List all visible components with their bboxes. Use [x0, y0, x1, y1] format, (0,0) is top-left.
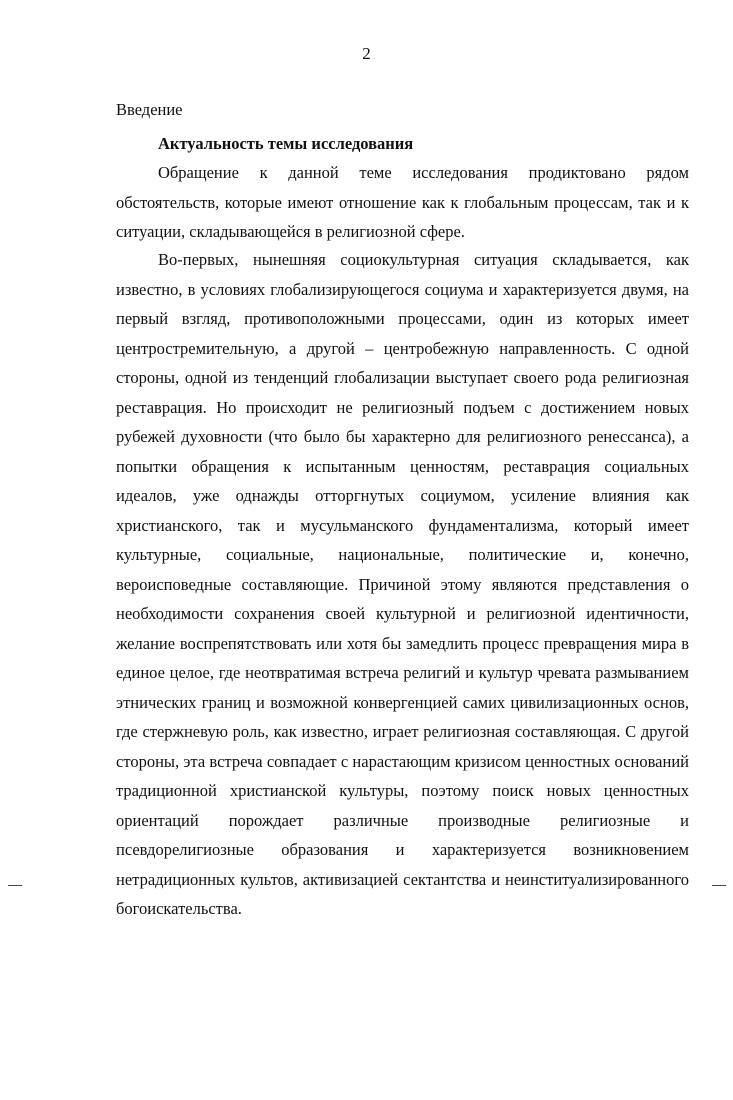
- page-number: 2: [362, 44, 371, 63]
- paragraph-1-text: Обращение к данной теме исследования продиктовано рядом обстоятельств, которые имеют отношение как к глобальным процессам, так и к ситуации, складывающейся в религиозной сфере.: [116, 163, 689, 241]
- left-margin-mark: [8, 885, 22, 886]
- paragraph-2-text: Во-первых, нынешняя социокультурная ситуация складывается, как известно, в условиях глобализирующегося социума и характеризуется двумя, на первый взгляд, противоположными процессами, один из которых имеет центростремительную, а другой – центробежную направленность. С одной стороны, одной из тенденций глобализации выступает своего рода религиозная реставрация. Но происходит не религиозный подъем с достижением новых рубежей духовности (что было бы характерно для религиозного ренессанса), а попытки обращения к испытанным ценностям, реставрация социальных идеалов, уже однажды отторгнутых социумом, усиление влияния как христианского, так и мусульманского фундаментализма, который имеет культурные, социальные, национальные, политические и, конечно, вероисповедные составляющие. Причиной этому являются представления о необходимости сохранения своей культурной и религиозной идентичности, желание воспрепятствовать или хотя бы замедлить процесс превращения мира в единое целое, где неотвратимая встреча религий и культур чревата размыванием этнических границ и возможной конвергенцией самих цивилизационных основ, где стержневую роль, как известно, играет религиозная составляющая. С другой стороны, эта встреча совпадает с нарастающим кризисом ценностных оснований традиционной христианской культуры, поэтому поиск новых ценностных ориентаций порождает различные производные религиозные и псевдорелигиозные образования и характеризуется возникновением нетрадиционных культов, активизацией сектантства и неинституализированного богоискательства.: [116, 250, 689, 918]
- topic-title: Актуальность темы исследования: [158, 134, 414, 153]
- section-label: Введение: [116, 100, 183, 119]
- paragraph-2: [116, 245, 689, 924]
- paragraph-1: [116, 158, 689, 247]
- right-margin-mark: [712, 885, 726, 886]
